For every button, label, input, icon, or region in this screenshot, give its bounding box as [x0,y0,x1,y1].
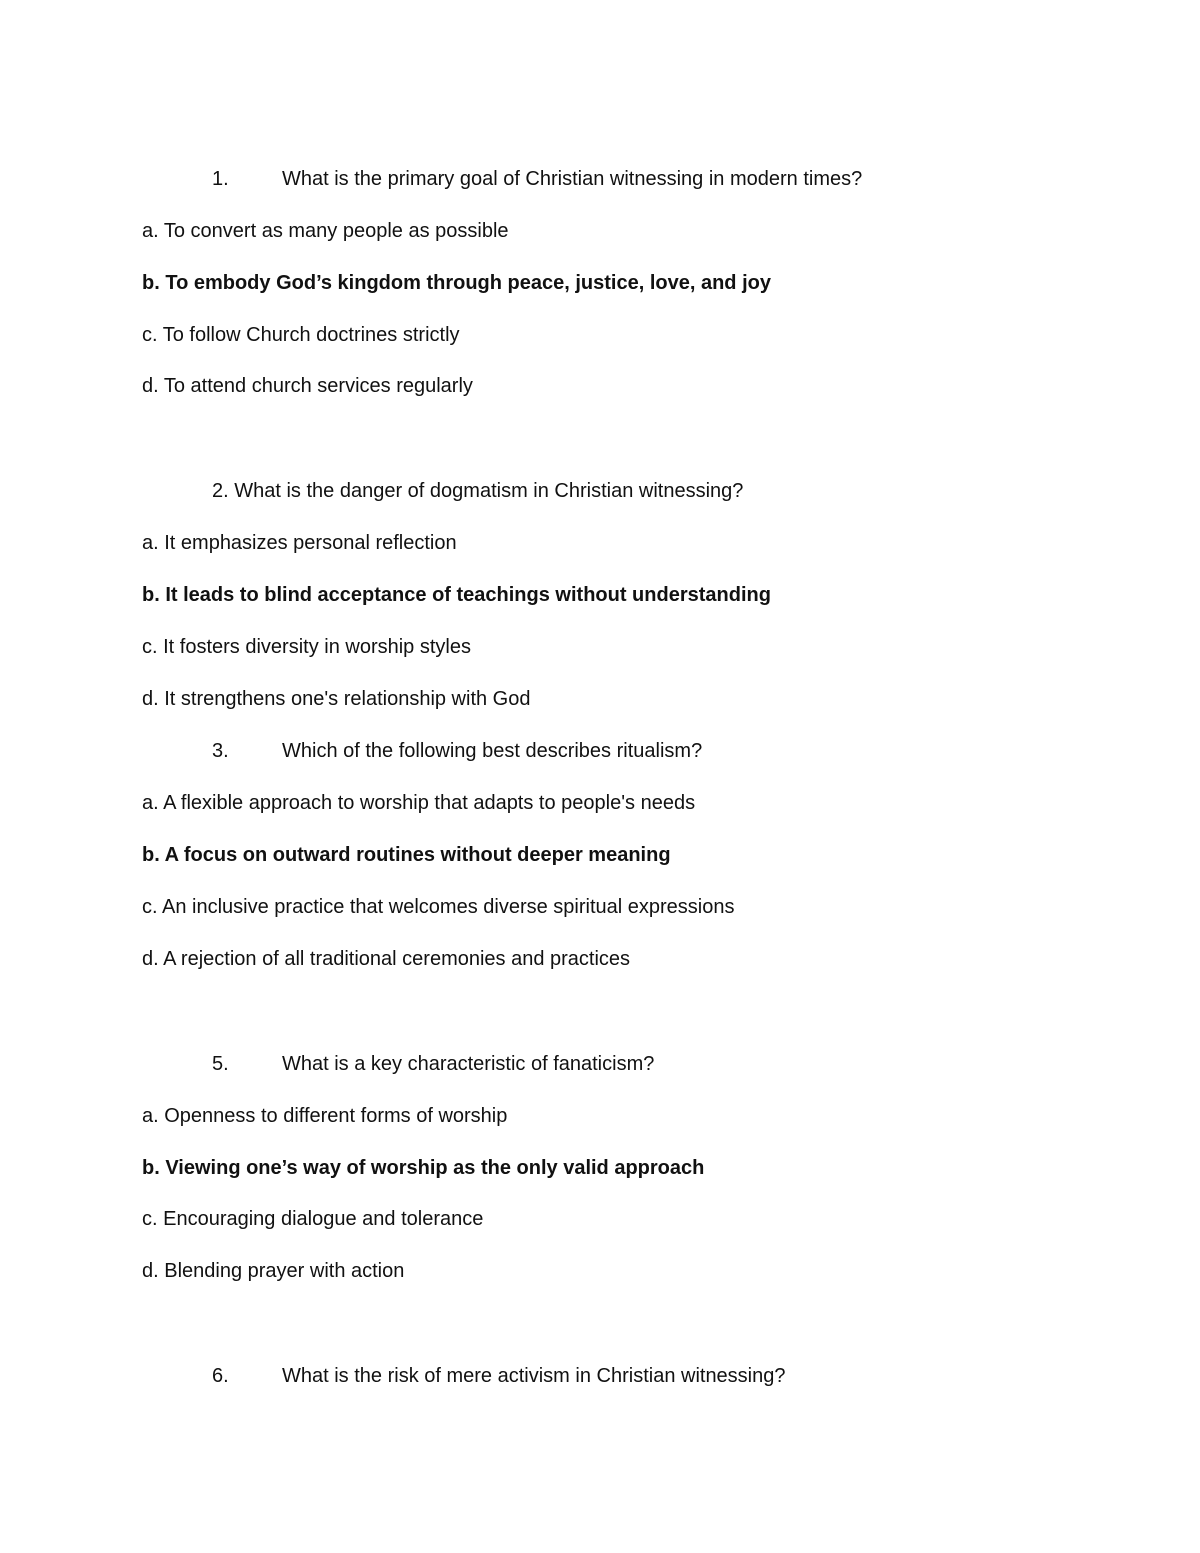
question-number: 3. [212,740,229,762]
question-number: 1. [212,168,229,190]
option-2d: d. It strengthens one's relationship with God [142,688,531,710]
option-1a: a. To convert as many people as possible [142,220,509,242]
option-3a: a. A flexible approach to worship that adapts to people's needs [142,792,696,814]
option-1d: d. To attend church services regularly [142,375,473,397]
option-3d: d. A rejection of all traditional ceremonies and practices [142,948,631,970]
question-3 [212,739,702,763]
option-2a: a. It emphasizes personal reflection [142,532,457,554]
question-text: What is the danger of dogmatism in Christian witnessing? [234,480,744,502]
question-5 [212,1052,654,1076]
option-3c: c. An inclusive practice that welcomes diverse spiritual expressions [142,896,735,918]
option-1b-answer: b. To embody God’s kingdom through peace, justice, love, and joy [142,272,771,294]
option-5d: d. Blending prayer with action [142,1260,405,1282]
question-number: 6. [212,1365,229,1387]
option-5b-answer: b. Viewing one’s way of worship as the only valid approach [142,1157,705,1179]
question-text: What is the primary goal of Christian witnessing in modern times? [282,168,863,190]
option-1c: c. To follow Church doctrines strictly [142,324,460,346]
question-number: 2. [212,480,229,502]
option-5a: a. Openness to different forms of worship [142,1105,508,1127]
question-1 [212,167,862,191]
question-text: What is the risk of mere activism in Christian witnessing? [282,1365,786,1387]
question-number: 5. [212,1053,229,1075]
question-6 [212,1364,786,1388]
option-3b-answer: b. A focus on outward routines without deeper meaning [142,844,671,866]
option-2c: c. It fosters diversity in worship styles [142,636,471,658]
option-2b-answer: b. It leads to blind acceptance of teachings without understanding [142,584,771,606]
question-text: Which of the following best describes ritualism? [282,740,703,762]
question-text: What is a key characteristic of fanaticism? [282,1053,655,1075]
option-5c: c. Encouraging dialogue and tolerance [142,1208,484,1230]
question-2 [212,479,743,503]
